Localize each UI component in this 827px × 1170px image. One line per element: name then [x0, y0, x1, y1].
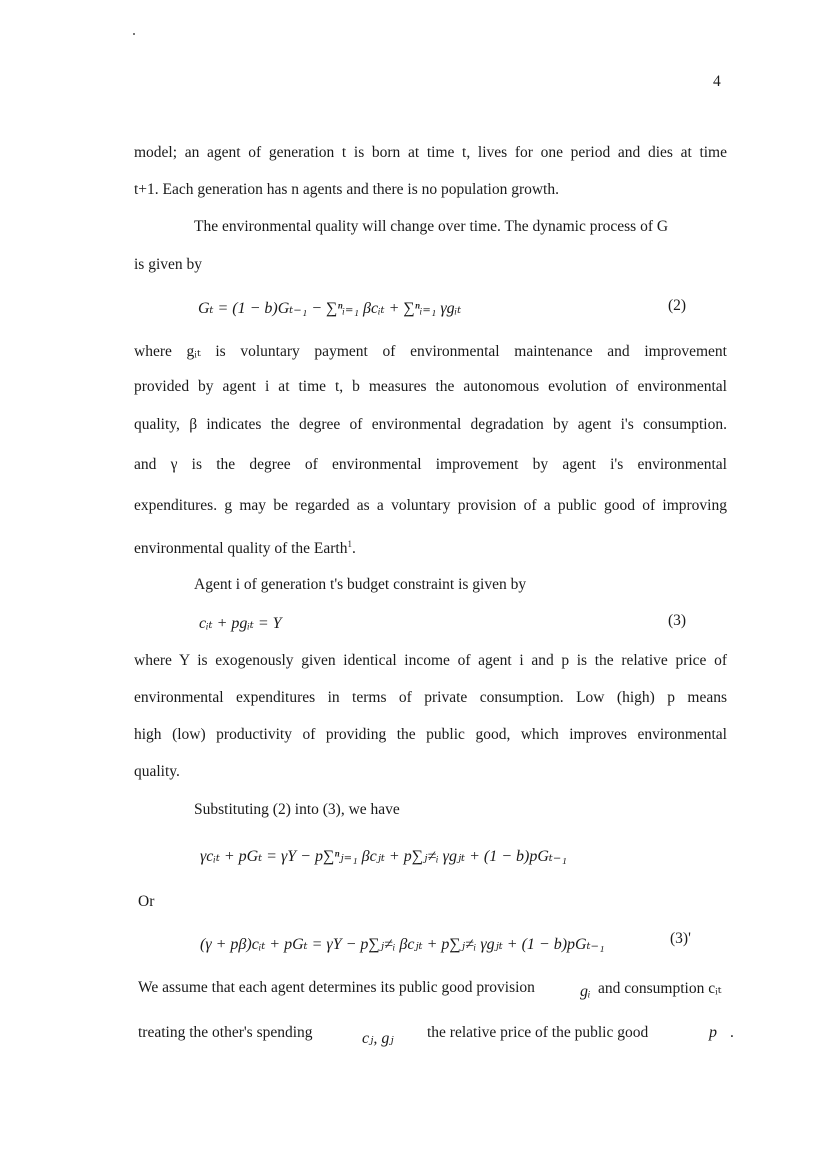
body-line: Agent i of generation t's budget constraint is given by: [194, 576, 527, 593]
body-line: quality.: [134, 763, 180, 780]
equation-2: Gₜ = (1 − b)Gₜ₋₁ − ∑ⁿᵢ₌₁ βcᵢₜ + ∑ⁿᵢ₌₁ γgᵢₜ: [198, 300, 462, 317]
body-line: t+1. Each generation has n agents and there is no population growth.: [134, 181, 559, 198]
body-line: quality, β indicates the degree of environmental degradation by agent i's consumption.: [134, 416, 727, 433]
line-text: environmental quality of the Earth: [134, 540, 348, 558]
body-line: We assume that each agent determines its public good provision: [138, 979, 535, 996]
equation-substituted: γcᵢₜ + pGₜ = γY − p∑ⁿⱼ₌₁ βcⱼₜ + p∑ⱼ≠ᵢ γgⱼₜ + (1 − b)pGₜ₋₁: [200, 848, 567, 865]
equation-number: (2): [668, 297, 687, 314]
inline-math: cⱼ, gⱼ: [362, 1030, 394, 1047]
body-line: where Y is exogenously given identical income of agent i and p is the relative price of: [134, 652, 727, 669]
body-line: treating the other's spending: [138, 1024, 313, 1041]
body-line: and consumption cᵢₜ: [598, 980, 722, 997]
body-line: environmental expenditures in terms of private consumption. Low (high) p means: [134, 689, 727, 706]
body-line: model; an agent of generation t is born at time t, lives for one period and dies at time: [134, 144, 727, 161]
inline-math: p: [709, 1024, 717, 1041]
page-number: 4: [713, 73, 721, 90]
inline-math: gᵢ: [580, 983, 591, 1000]
equation-number: (3): [668, 612, 687, 629]
body-line: .: [730, 1024, 734, 1041]
body-line: high (low) productivity of providing the public good, which improves environmental: [134, 726, 727, 743]
line-end: .: [352, 540, 356, 558]
body-line: [134, 539, 356, 558]
body-line: Substituting (2) into (3), we have: [194, 801, 400, 818]
body-line: where gᵢₜ is voluntary payment of environmental maintenance and improvement: [134, 343, 727, 360]
footnote-marker: 1: [347, 539, 352, 549]
equation-number: (3)': [670, 930, 691, 947]
body-line: and γ is the degree of environmental improvement by agent i's environmental: [134, 456, 727, 473]
body-line: The environmental quality will change over time. The dynamic process of G: [194, 218, 669, 235]
body-line: is given by: [134, 256, 203, 273]
body-line: expenditures. g may be regarded as a voluntary provision of a public good of improving: [134, 497, 727, 514]
scan-speck: [133, 33, 135, 35]
body-line: provided by agent i at time t, b measures the autonomous evolution of environmental: [134, 378, 727, 395]
body-line: the relative price of the public good: [427, 1024, 649, 1041]
body-line: Or: [138, 893, 155, 910]
equation-3: cᵢₜ + pgᵢₜ = Y: [199, 615, 282, 632]
equation-3-prime: (γ + pβ)cᵢₜ + pGₜ = γY − p∑ⱼ≠ᵢ βcⱼₜ + p∑ⱼ≠ᵢ γgⱼₜ + (1 − b)pGₜ₋₁: [200, 936, 605, 953]
